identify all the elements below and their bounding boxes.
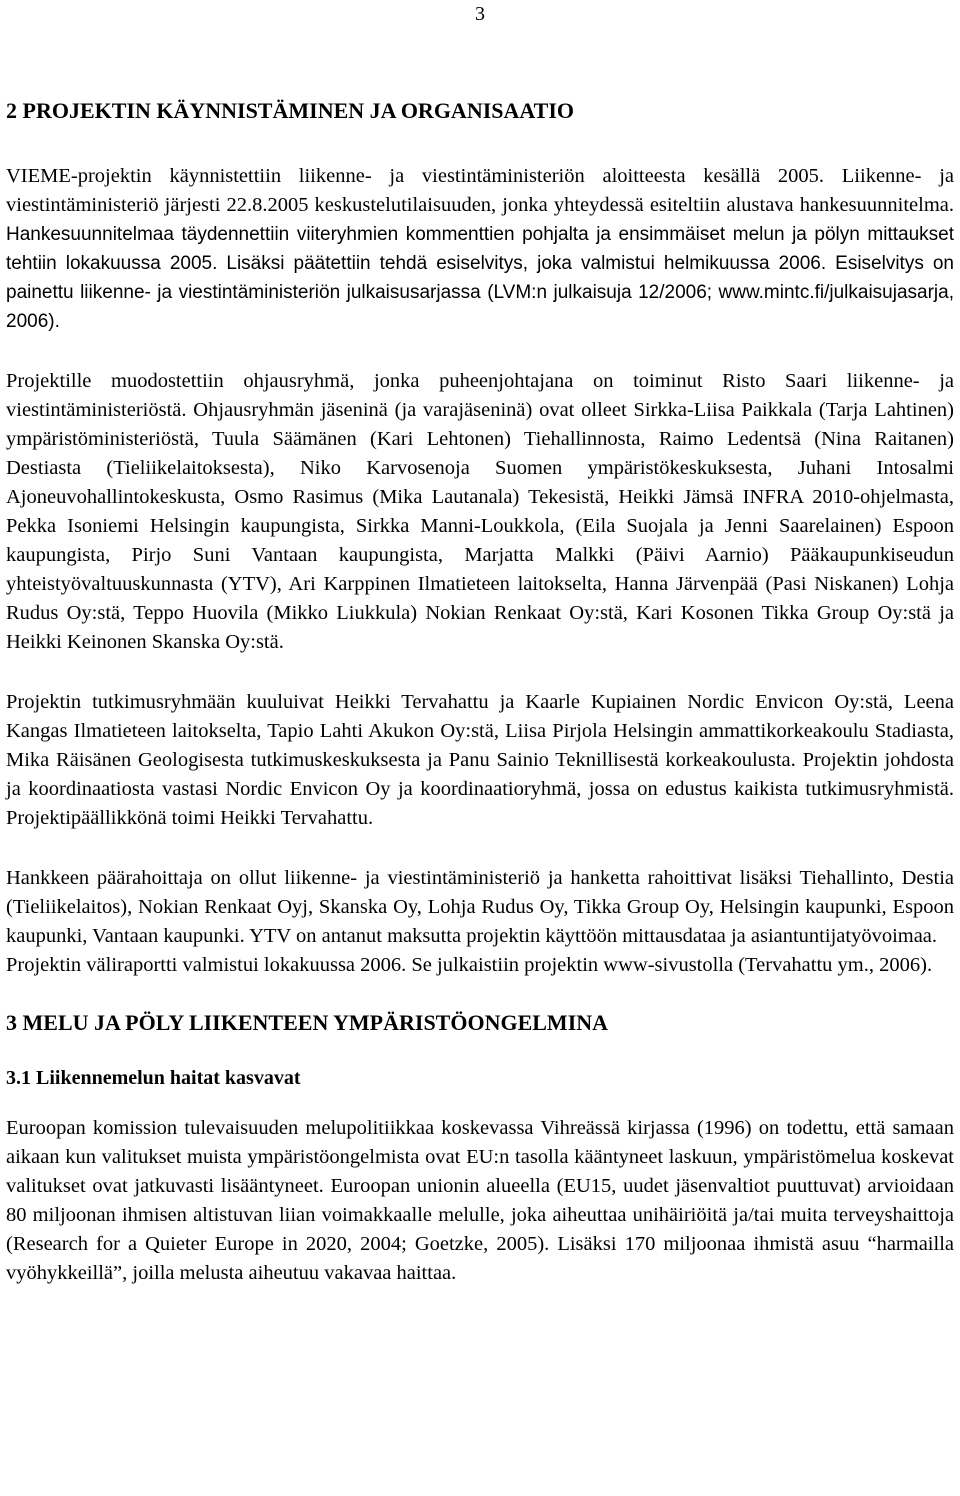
- section-2-heading: 2 PROJEKTIN KÄYNNISTÄMINEN JA ORGANISAATIO: [6, 98, 574, 123]
- paragraph-project-start-sans: Hankesuunnitelmaa täydennettiin viiteryhmien kommenttien pohjalta ja ensimmäiset melun ja pölyn mittaukset tehtiin lokakuussa 2005. Lisäksi päätettiin tehdä esiselvitys, joka valmistui helmikuussa 2006. Esiselvitys on painettu liikenne- ja viestintäministeriön julkaisusarjassa (LVM:n julkaisuja 12/2006; www.mintc.fi/julkaisujasarja, 2006).: [6, 224, 954, 332]
- page-number: 3: [475, 3, 485, 25]
- section-3-heading: 3 MELU JA PÖLY LIIKENTEEN YMPÄRISTÖONGELMINA: [6, 1010, 609, 1035]
- paragraph-interim-report: Projektin väliraportti valmistui lokakuussa 2006. Se julkaistiin projektin www-sivustolla (Tervahattu ym., 2006).: [6, 954, 933, 976]
- paragraph-project-start: [6, 162, 954, 336]
- steering-group-members: Ohjausryhmän jäseninä (ja varajäseninä) ovat olleet Sirkka-Liisa Paikkala (Tarja Lahtinen) ympäristöministeriöstä, Tuula Säämänen (Kari Lehtonen) Tiehallinnosta, Raimo Ledentsä (Nina Raitanen) Destiasta (Tieliikelaitoksesta), Niko Karvosenoja Suomen ympäristökeskuksesta, Juhani Intosalmi Ajoneuvohallintokeskusta, Osmo Rasimus (Mika Lautanala) Tekesistä, Heikki Jämsä INFRA 2010-ohjelmasta, Pekka Isoniemi Helsingin kaupungista, Sirkka Manni-Loukkola, (Eila Suojala ja Jenni Saarelainen) Espoon kaupungista, Pirjo Suni Vantaan kaupungista, Marjatta Malkki (Päivi Aarnio) Pääkaupunkiseudun yhteistyövaltuuskunnasta (YTV), Ari Karppinen Ilmatieteen laitokselta, Hanna Järvenpää (Pasi Niskanen) Lohja Rudus Oy:stä, Teppo Huovila (Mikko Liukkula) Nokian Renkaat Oy:stä, Kari Kosonen Tikka Group Oy:stä ja Heikki Keinonen Skanska Oy:stä.: [6, 399, 954, 653]
- section-3-1-heading: 3.1 Liikennemelun haitat kasvavat: [6, 1067, 301, 1089]
- steering-group-chair: Projektille muodostettiin ohjausryhmä, jonka puheenjohtajana on toiminut Risto Saari liikenne- ja viestintäministeriöstä.: [6, 370, 954, 421]
- paragraph-traffic-noise: Euroopan komission tulevaisuuden melupolitiikkaa koskevassa Vihreässä kirjassa (1996) on todettu, että samaan aikaan kun valitukset muista ympäristöongelmista ovat EU:n tasolla kääntyneet laskuun, ympäristömelua koskevat valitukset ovat jatkuvasti lisääntyneet. Euroopan unionin alueella (EU15, uudet jäsenvaltiot puuttuvat) arvioidaan 80 miljoonan ihmisen altistuvan liian voimakkaalle melulle, joka aiheuttaa unihäiriöitä ja/tai muita terveyshaittoja (Research for a Quieter Europe in 2020, 2004; Goetzke, 2005). Lisäksi 170 miljoonaa ihmistä asuu “harmailla vyöhykkeillä”, joilla melusta aiheutuu vakavaa haittaa.: [6, 1117, 954, 1284]
- paragraph-steering-group: [6, 367, 954, 657]
- paragraph-funding: Hankkeen päärahoittaja on ollut liikenne- ja viestintäministeriö ja hanketta rahoittivat lisäksi Tiehallinto, Destia (Tieliikelaitos), Nokian Renkaat Oyj, Skanska Oy, Lohja Rudus Oy, Tikka Group Oy, Helsingin kaupunki, Espoon kaupunki, Vantaan kaupunki. YTV on antanut maksutta projektin käyttöön mittausdataa ja asiantuntijatyövoimaa.: [6, 867, 954, 947]
- page-content: [6, 96, 954, 1288]
- paragraph-research-group: Projektin tutkimusryhmään kuuluivat Heikki Tervahattu ja Kaarle Kupiainen Nordic Envicon Oy:stä, Leena Kangas Ilmatieteen laitokselta, Tapio Lahti Akukon Oy:stä, Liisa Pirjola Helsingin ammattikorkeakoulu Stadiasta, Mika Räisänen Geologisesta tutkimuskeskuksesta ja Panu Sainio Teknillisestä korkeakoulusta. Projektin johdosta ja koordinaatiosta vastasi Nordic Envicon Oy ja koordinaatioryhmä, jossa on edustus kaikista tutkimusryhmistä. Projektipäällikkönä toimi Heikki Tervahattu.: [6, 691, 954, 829]
- paragraph-project-start-serif: VIEME-projektin käynnistettiin liikenne- ja viestintäministeriön aloitteesta kesällä 2005. Liikenne- ja viestintäministeriö järjesti 22.8.2005 keskustelutilaisuuden, jonka yhteydessä esiteltiin alustava hankesuunnitelma.: [6, 165, 954, 216]
